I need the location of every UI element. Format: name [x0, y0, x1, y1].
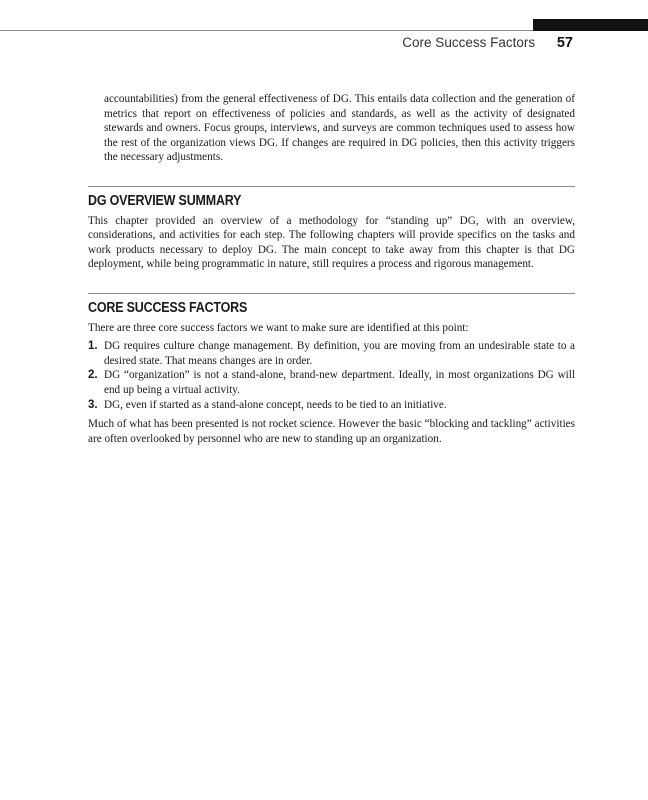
closing-paragraph: Much of what has been presented is not rocket science. However the basic “blocking and tackling” activities are often overlooked by personnel who are new to standing up an organization. [88, 418, 575, 445]
header-bar [533, 19, 648, 31]
running-head [402, 35, 573, 51]
list-text: DG, even if started as a stand-alone concept, needs to be tied to an initiative. [104, 398, 447, 411]
summary-paragraph: This chapter provided an overview of a methodology for “standing up” DG, with an overview, considerations, and activities for each step. The following chapters will provide specifics on the tasks and work products necessary to deploy DG. The main concept to take away from this chapter is that DG deployment, while being programmatic in nature, still requires a process and rigorous management. [88, 214, 575, 271]
list-number: 3. [88, 398, 98, 411]
section-dg-overview-summary [88, 186, 575, 272]
section-core-success-factors [88, 293, 575, 446]
list-item [88, 368, 575, 397]
list-item [88, 398, 575, 413]
page-number: 57 [556, 35, 573, 51]
page-body [88, 92, 575, 446]
section-heading: DG OVERVIEW SUMMARY [88, 192, 242, 209]
list-text: DG “organization” is not a stand-alone, brand-new department. Ideally, in most organizations DG will end up being a virtual activity. [104, 369, 575, 396]
list-text: DG requires culture change management. By definition, you are moving from an undesirable state to a desired state. That means changes are in order. [104, 340, 575, 367]
lead-paragraph: There are three core success factors we want to make sure are identified at this point: [88, 321, 469, 334]
list-number: 1. [88, 340, 98, 353]
section-heading: CORE SUCCESS FACTORS [88, 299, 248, 316]
intro-paragraph: accountabilities) from the general effectiveness of DG. This entails data collection and the generation of metrics that report on effectiveness of policies and standards, as well as the activity of designated stewards and owners. Focus groups, interviews, and surveys are common techniques used to assess how the rest of the organization views DG. If changes are required in DG policies, then this activity triggers the necessary adjustments. [104, 93, 575, 164]
success-factor-list [88, 339, 575, 412]
running-head-title: Core Success Factors [402, 35, 536, 50]
header-rule [0, 30, 533, 31]
list-item [88, 339, 575, 368]
list-number: 2. [88, 369, 98, 382]
